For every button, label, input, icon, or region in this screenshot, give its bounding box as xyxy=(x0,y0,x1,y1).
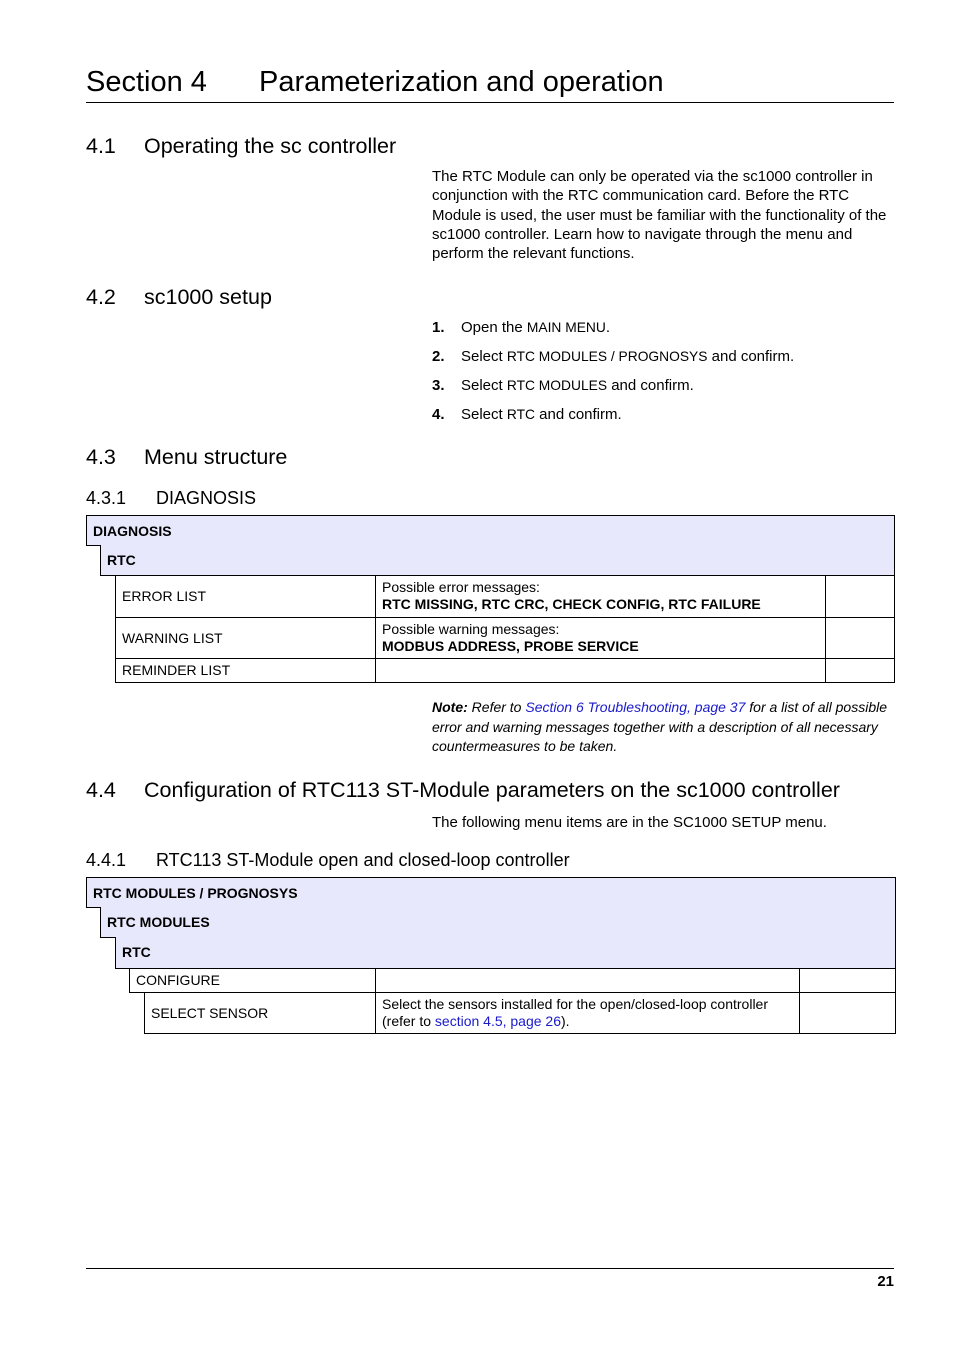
step-text: and confirm. xyxy=(534,406,622,423)
empty-cell xyxy=(799,968,896,993)
page-number: 21 xyxy=(877,1273,894,1290)
note-text: for a list of all possible error and warning messages together with a description of all necessary countermeasures to be taken. xyxy=(432,699,888,754)
heading-4-4 xyxy=(86,777,894,803)
heading-number: 4.1 xyxy=(86,134,116,158)
menu-key: RTC MODULES / PROGNOSYS xyxy=(506,349,708,364)
empty-cell xyxy=(825,575,895,618)
description-label: Possible error messages: xyxy=(382,579,540,595)
section-4-5-link[interactable]: section 4.5, page 26 xyxy=(434,1013,562,1029)
menu-item-reminder-list: REMINDER LIST xyxy=(115,658,376,683)
empty-cell xyxy=(825,658,895,683)
description-values: MODBUS ADDRESS, PROBE SERVICE xyxy=(382,638,639,654)
menu-item-error-list: ERROR LIST xyxy=(115,575,376,618)
menu-key: MAIN MENU xyxy=(526,320,606,335)
heading-4-3 xyxy=(86,444,486,470)
note-label: Note: xyxy=(432,699,468,715)
page-title xyxy=(86,64,894,103)
section-title: Parameterization and operation xyxy=(259,66,664,98)
menu-key: RTC xyxy=(506,407,535,422)
menu-item-select-sensor: SELECT SENSOR xyxy=(144,992,376,1034)
description-text: Select the sensors installed for the open/closed-loop controller (refer to xyxy=(382,996,768,1029)
heading-number: 4.3.1 xyxy=(86,488,127,508)
menu-level-rtc-modules-prognosys: RTC MODULES / PROGNOSYS xyxy=(86,877,896,908)
step-text: Select xyxy=(461,406,507,423)
description-text: ). xyxy=(561,1013,570,1029)
heading-4-4-1 xyxy=(86,849,786,871)
step-number: 4. xyxy=(432,406,445,423)
section-number: Section 4 xyxy=(86,66,207,98)
empty-cell xyxy=(799,992,896,1034)
step-number: 3. xyxy=(432,377,445,394)
menu-level-rtc-modules: RTC MODULES xyxy=(100,907,896,938)
heading-text: DIAGNOSIS xyxy=(156,488,257,508)
note-paragraph xyxy=(432,698,894,757)
paragraph-setup-menu: The following menu items are in the SC1000 SETUP menu. xyxy=(432,814,827,831)
step-text: and confirm. xyxy=(707,348,795,365)
empty-cell xyxy=(375,968,800,993)
heading-number: 4.4.1 xyxy=(86,850,127,870)
menu-key: RTC MODULES xyxy=(506,378,608,393)
description-label: Possible warning messages: xyxy=(382,621,560,637)
step-text: Open the xyxy=(461,319,527,336)
menu-level-diagnosis: DIAGNOSIS xyxy=(86,515,895,546)
heading-text: RTC113 ST-Module open and closed-loop controller xyxy=(156,850,570,870)
heading-4-1 xyxy=(86,133,486,159)
heading-text: Menu structure xyxy=(144,445,288,469)
footer-rule xyxy=(86,1268,894,1269)
step-text: . xyxy=(605,319,611,336)
heading-text: Configuration of RTC113 ST-Module parameters on the sc1000 controller xyxy=(144,778,840,802)
heading-4-2 xyxy=(86,284,486,310)
menu-item-warning-list: WARNING LIST xyxy=(115,617,376,659)
menu-level-rtc: RTC xyxy=(100,545,895,576)
error-list-description xyxy=(375,575,826,618)
menu-item-configure: CONFIGURE xyxy=(129,968,376,993)
heading-number: 4.2 xyxy=(86,285,116,309)
description-values: RTC MISSING, RTC CRC, CHECK CONFIG, RTC FAILURE xyxy=(382,596,761,612)
reminder-list-description xyxy=(375,658,826,683)
step-number: 2. xyxy=(432,348,445,365)
heading-number: 4.4 xyxy=(86,778,116,802)
note-text: Refer to xyxy=(467,699,526,715)
paragraph-operating: The RTC Module can only be operated via the sc1000 controller in conjunction with the RTC communication card. Before the RTC Module is used, the user must be familiar with the functionality of the sc1000 controller. Learn how to navigate through the menu and perform the relevant functions. xyxy=(432,168,887,263)
heading-number: 4.3 xyxy=(86,445,116,469)
heading-text: Operating the sc controller xyxy=(144,134,397,158)
step-text: Select xyxy=(461,348,507,365)
empty-cell xyxy=(825,617,895,659)
menu-level-rtc: RTC xyxy=(115,937,896,969)
troubleshooting-link[interactable]: Section 6 Troubleshooting, page 37 xyxy=(525,699,746,715)
step-text: and confirm. xyxy=(607,377,694,394)
select-sensor-description xyxy=(375,992,800,1034)
heading-4-3-1 xyxy=(86,487,486,509)
step-text: Select xyxy=(461,377,507,394)
step-number: 1. xyxy=(432,319,445,336)
warning-list-description xyxy=(375,617,826,659)
heading-text: sc1000 setup xyxy=(144,285,272,309)
